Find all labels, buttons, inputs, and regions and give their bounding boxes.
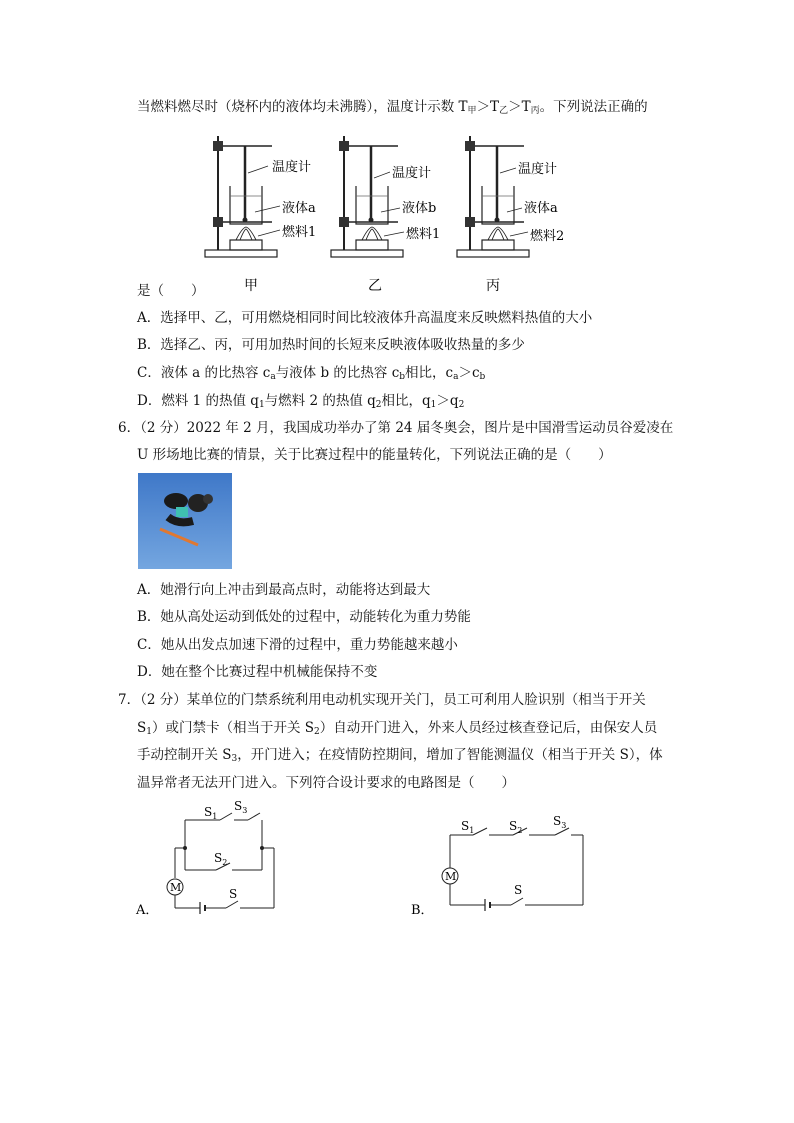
thermo-label-jia: 温度计	[272, 160, 312, 175]
switch-s2-b: $S_2$	[509, 819, 523, 835]
switch-s3-b: $S_3$	[553, 814, 567, 830]
caption-jia: 甲	[244, 278, 258, 294]
q5-stem-end: 是（ ）	[137, 283, 205, 299]
switch-s-b: S	[514, 883, 523, 897]
q6-option-b[interactable]: B．她从高处运动到低处的过程中，动能转化为重力势能	[137, 609, 471, 625]
liquid-label-yi: 液体b	[402, 201, 437, 216]
motor-a: M	[170, 881, 182, 894]
caption-bing: 丙	[486, 278, 500, 294]
fuel-label-jia: 燃料1	[282, 225, 317, 240]
snowboarder-photo	[138, 473, 232, 569]
q6-option-d[interactable]: D．她在整个比赛过程中机械能保持不变	[137, 664, 378, 680]
apparatus-yi	[331, 136, 440, 257]
caption-yi: 乙	[368, 278, 382, 294]
q6-option-c[interactable]: C．她从出发点加速下滑的过程中，重力势能越来越小	[137, 637, 458, 653]
q5-stem-line1: 当燃料燃尽时（烧杯内的液体均未沸腾），温度计示数 $T_甲>T_乙>T_丙$。下列说法正确的	[137, 99, 648, 116]
q6-option-a[interactable]: A．她滑行向上冲击到最高点时，动能将达到最大	[137, 582, 431, 598]
apparatus-bing	[457, 136, 564, 257]
q5-option-c[interactable]: C．液体 a 的比热容 $c_a$与液体 b 的比热容 $c_b$相比，$c_a>c_b$	[137, 365, 486, 382]
q6-stem-line2: U 形场地比赛的情景，关于比赛过程中的能量转化，下列说法正确的是（ ）	[137, 447, 612, 463]
thermo-label-yi: 温度计	[392, 166, 432, 181]
fuel-label-yi: 燃料1	[406, 227, 441, 242]
switch-s3-a: $S_3$	[234, 799, 248, 815]
liquid-label-bing: 液体a	[524, 201, 558, 216]
q7-stem-line2: $S_1$）或门禁卡（相当于开关 $S_2$）自动开门进入，外来人员经过核查登记后，由保安人员	[137, 720, 658, 737]
q5-option-a[interactable]: A．选择甲、乙，可用燃烧相同时间比较液体升高温度来反映燃料热值的大小	[137, 310, 593, 326]
circuit-b-label: B．	[411, 903, 434, 918]
q5-option-b[interactable]: B．选择乙、丙，可用加热时间的长短来反映液体吸收热量的多少	[137, 337, 525, 353]
q5-option-d[interactable]: D．燃料 1 的热值 $q_1$与燃料 2 的热值 $q_2$相比，$q_1>q_2$	[137, 393, 465, 410]
q6-stem-line1: 6．（2 分）2022 年 2 月，我国成功举办了第 24 届冬奥会，图片是中国滑雪运动员谷爱凌在	[118, 420, 674, 436]
motor-b: M	[445, 870, 457, 883]
q7-stem-line4: 温异常者无法开门进入。下列符合设计要求的电路图是（ ）	[137, 775, 515, 791]
circuit-b[interactable]	[405, 810, 595, 922]
switch-s-a: S	[229, 887, 238, 901]
switch-s1-a: $S_1$	[204, 805, 218, 821]
thermo-label-bing: 温度计	[518, 162, 558, 177]
q7-stem-line1: 7．（2 分）某单位的门禁系统利用电动机实现开关门，员工可利用人脸识别（相当于开关	[118, 692, 646, 708]
liquid-label-jia: 液体a	[282, 201, 316, 216]
circuit-a[interactable]	[130, 798, 290, 920]
switch-s1-b: $S_1$	[461, 819, 475, 835]
q7-stem-line3: 手动控制开关 $S_3$，开门进入；在疫情防控期间，增加了智能测温仪（相当于开关 S），体	[137, 747, 663, 764]
fuel-label-bing: 燃料2	[530, 229, 565, 244]
circuit-a-label: A．	[136, 903, 159, 918]
q5-apparatus-figure	[200, 128, 565, 296]
apparatus-jia	[205, 136, 316, 257]
switch-s2-a: $S_2$	[214, 851, 228, 867]
